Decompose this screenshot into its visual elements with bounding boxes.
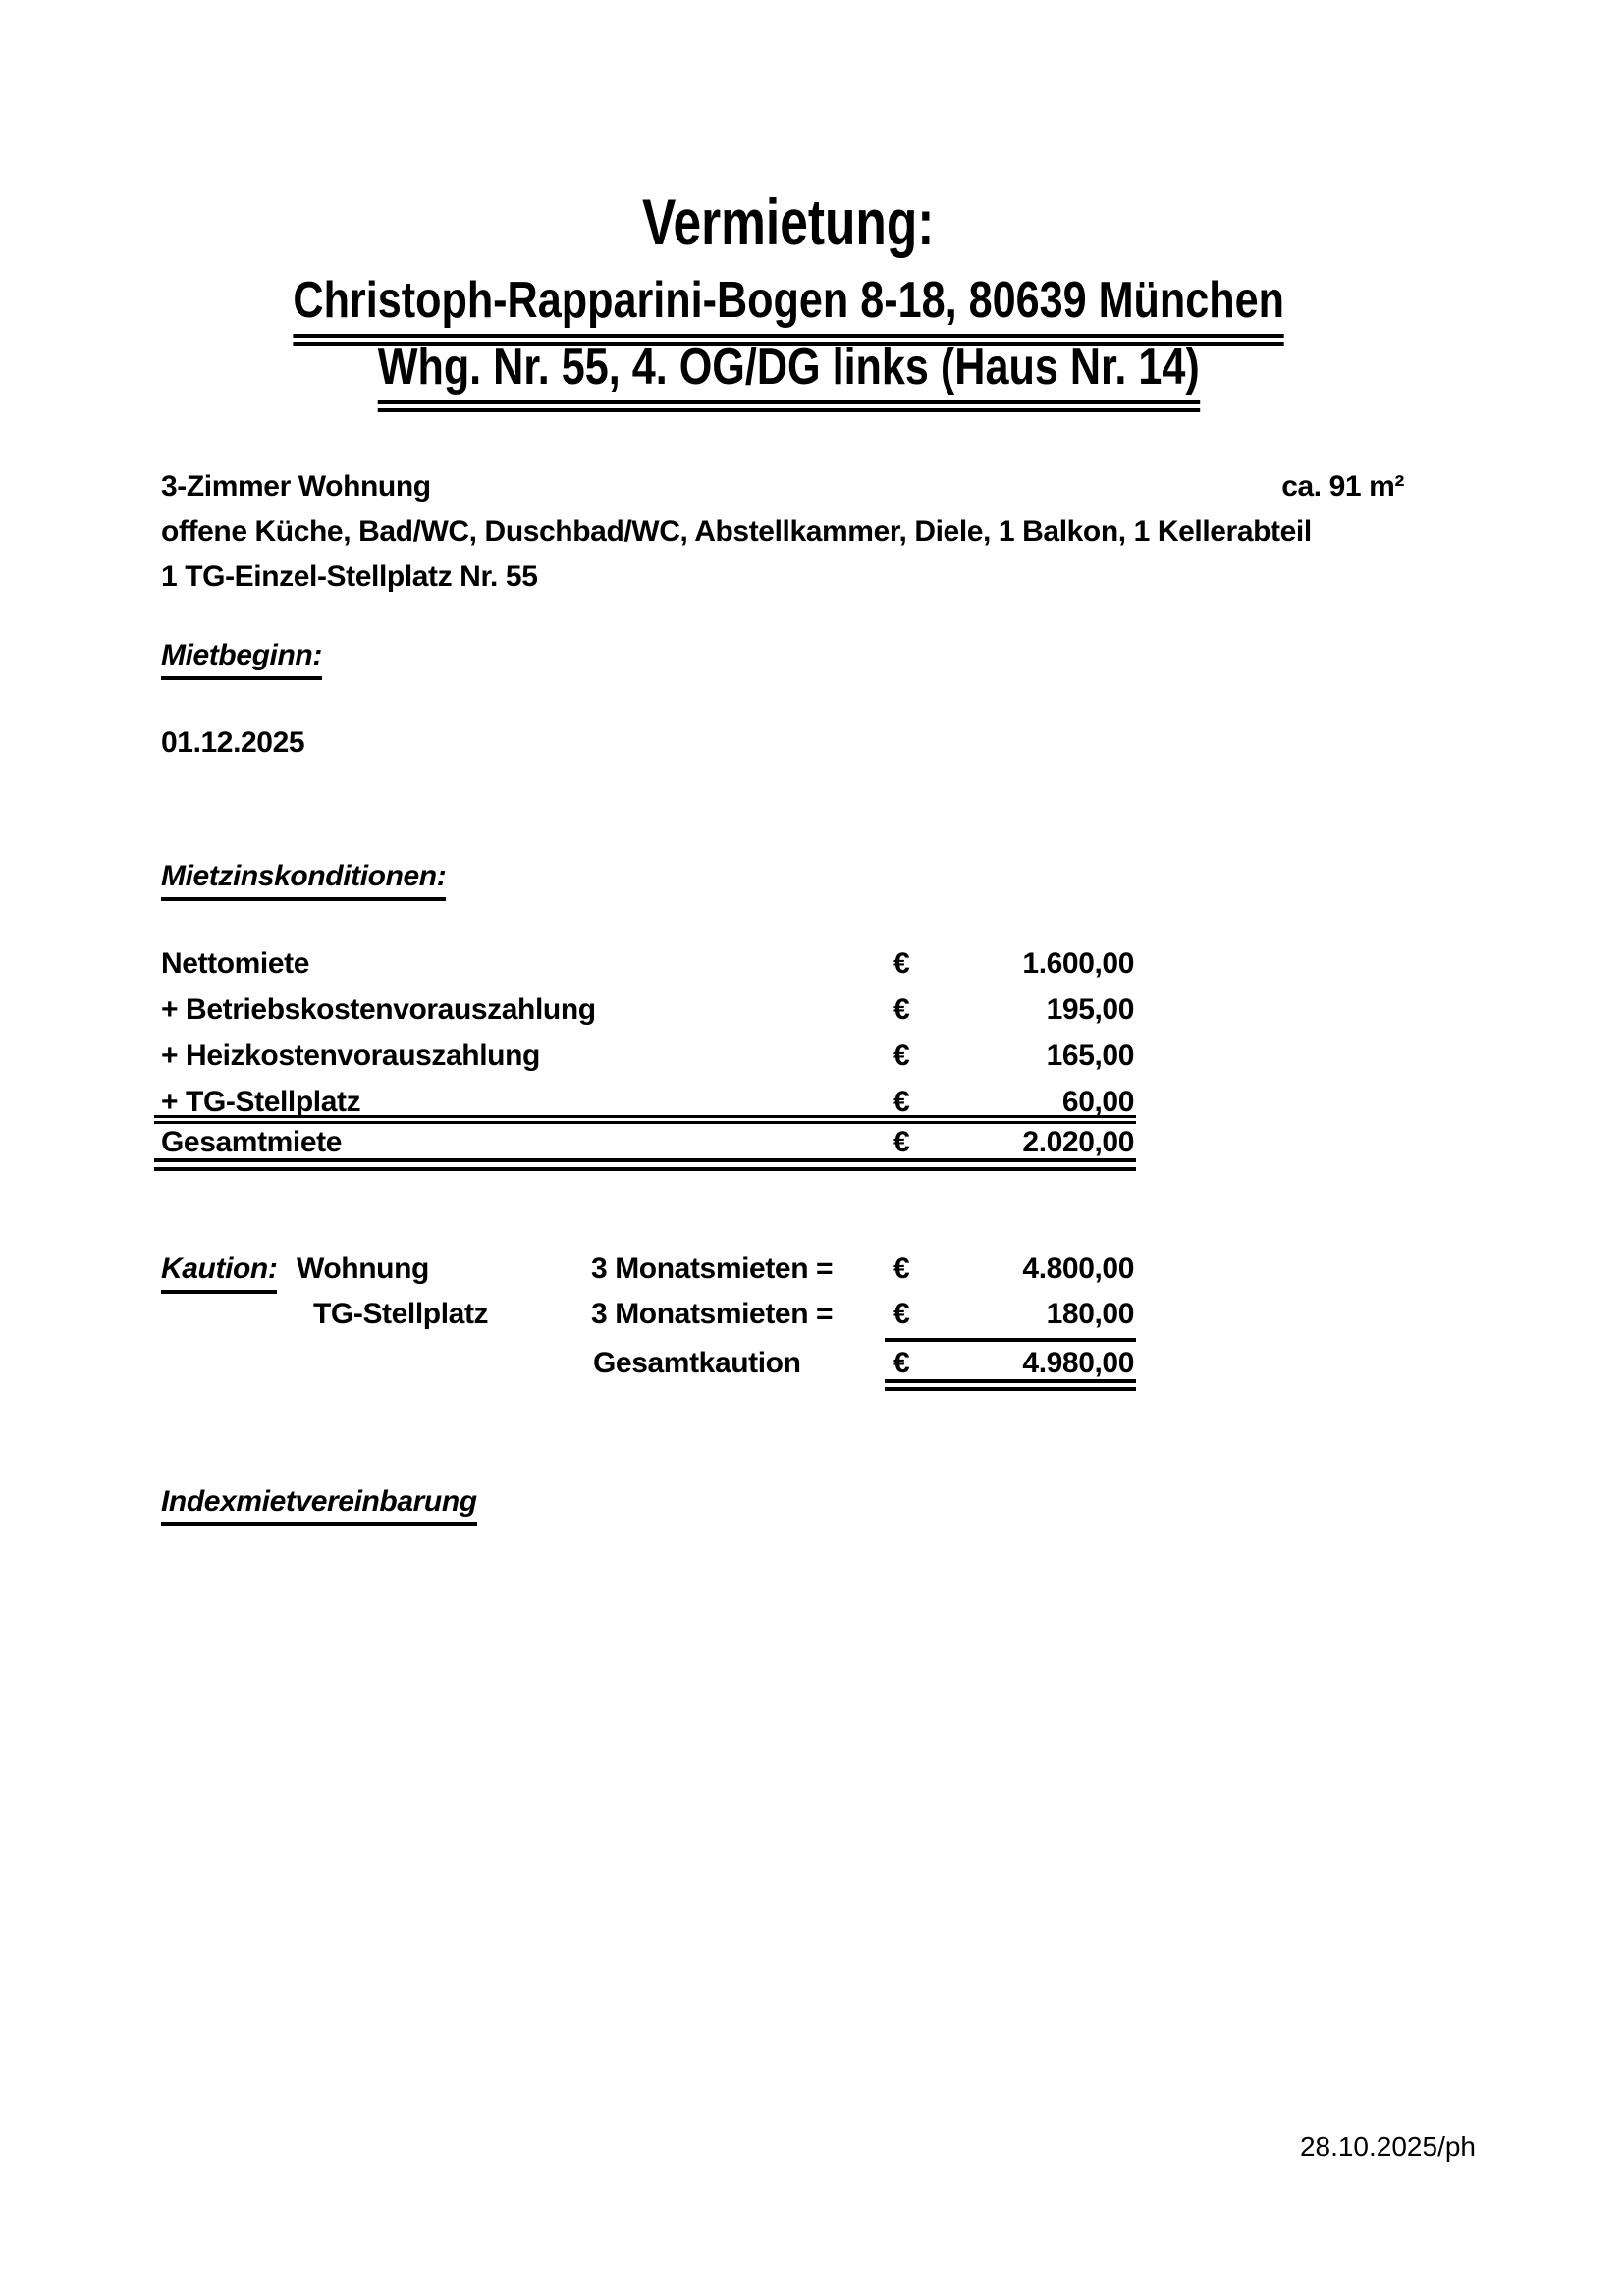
- rent-row-amount: 165,00: [1046, 1040, 1134, 1072]
- deposit-item: Wohnung: [297, 1253, 429, 1285]
- page-title-text: Vermietung:: [642, 186, 935, 258]
- rent-row-label: Nettomiete: [161, 947, 310, 980]
- footer-date-reference: 28.10.2025/ph: [1299, 2131, 1476, 2162]
- deposit-row-wohnung: [161, 1252, 1134, 1291]
- deposit-total-top-rule: [885, 1338, 1136, 1342]
- property-area: ca. 91 m²: [1281, 470, 1404, 503]
- currency-symbol: €: [893, 1253, 910, 1285]
- deposit-formula: 3 Monatsmieten =: [591, 1298, 834, 1330]
- rent-row-label: + Betriebskostenvorauszahlung: [161, 993, 596, 1026]
- property-features: offene Küche, Bad/WC, Duschbad/WC, Abstellkammer, Diele, 1 Balkon, 1 Kellerabteil: [161, 515, 1312, 548]
- deposit-total-bottom-rule: [885, 1379, 1136, 1391]
- currency-symbol: €: [893, 1298, 910, 1330]
- rental-start-date: 01.12.2025: [161, 726, 305, 759]
- currency-symbol: €: [893, 1347, 910, 1379]
- rent-row-amount: 1.600,00: [1022, 947, 1134, 980]
- deposit-row-tg-stellplatz: [161, 1297, 1134, 1336]
- deposit-total-amount: 4.980,00: [1022, 1347, 1134, 1379]
- address-line-1-text: Christoph-Rapparini-Bogen 8-18, 80639 München: [293, 273, 1284, 346]
- index-clause-heading: Indexmietvereinbarung: [161, 1484, 477, 1526]
- rent-total-top-rule: [154, 1115, 1136, 1124]
- deposit-amount: 4.800,00: [1022, 1253, 1134, 1285]
- address-line-2: [0, 340, 1577, 412]
- currency-symbol: €: [893, 1040, 910, 1072]
- rent-total-amount: 2.020,00: [1022, 1126, 1134, 1158]
- currency-symbol: €: [893, 1126, 910, 1158]
- rent-total-label: Gesamtmiete: [161, 1126, 343, 1158]
- deposit-formula: 3 Monatsmieten =: [591, 1253, 834, 1285]
- currency-symbol: €: [893, 947, 910, 980]
- page-title: [0, 187, 1577, 258]
- address-line-2-text: Whg. Nr. 55, 4. OG/DG links (Haus Nr. 14): [377, 340, 1199, 412]
- property-type: 3-Zimmer Wohnung: [161, 470, 431, 503]
- currency-symbol: €: [893, 993, 910, 1026]
- rental-start-heading: Mietbeginn:: [161, 638, 322, 680]
- rent-row-amount: 195,00: [1046, 993, 1134, 1026]
- address-line-1: [0, 273, 1577, 346]
- deposit-amount: 180,00: [1046, 1298, 1134, 1330]
- property-parking: 1 TG-Einzel-Stellplatz Nr. 55: [161, 561, 538, 593]
- rent-row-label: + TG-Stellplatz: [161, 1086, 361, 1118]
- rent-total-bottom-rule: [154, 1158, 1136, 1171]
- property-summary-row: [161, 469, 1404, 505]
- deposit-item: TG-Stellplatz: [313, 1298, 489, 1330]
- currency-symbol: €: [893, 1086, 910, 1118]
- rent-conditions-heading: Mietzinskonditionen:: [161, 859, 446, 901]
- rent-row-amount: 60,00: [1061, 1086, 1134, 1118]
- deposit-total-label: Gesamtkaution: [593, 1347, 801, 1379]
- rent-row-nettomiete: [161, 946, 1134, 986]
- deposit-heading: Kaution:: [161, 1252, 277, 1294]
- rent-row-label: + Heizkostenvorauszahlung: [161, 1040, 540, 1072]
- rent-row-betriebskosten: [161, 992, 1134, 1032]
- rent-row-heizkosten: [161, 1039, 1134, 1078]
